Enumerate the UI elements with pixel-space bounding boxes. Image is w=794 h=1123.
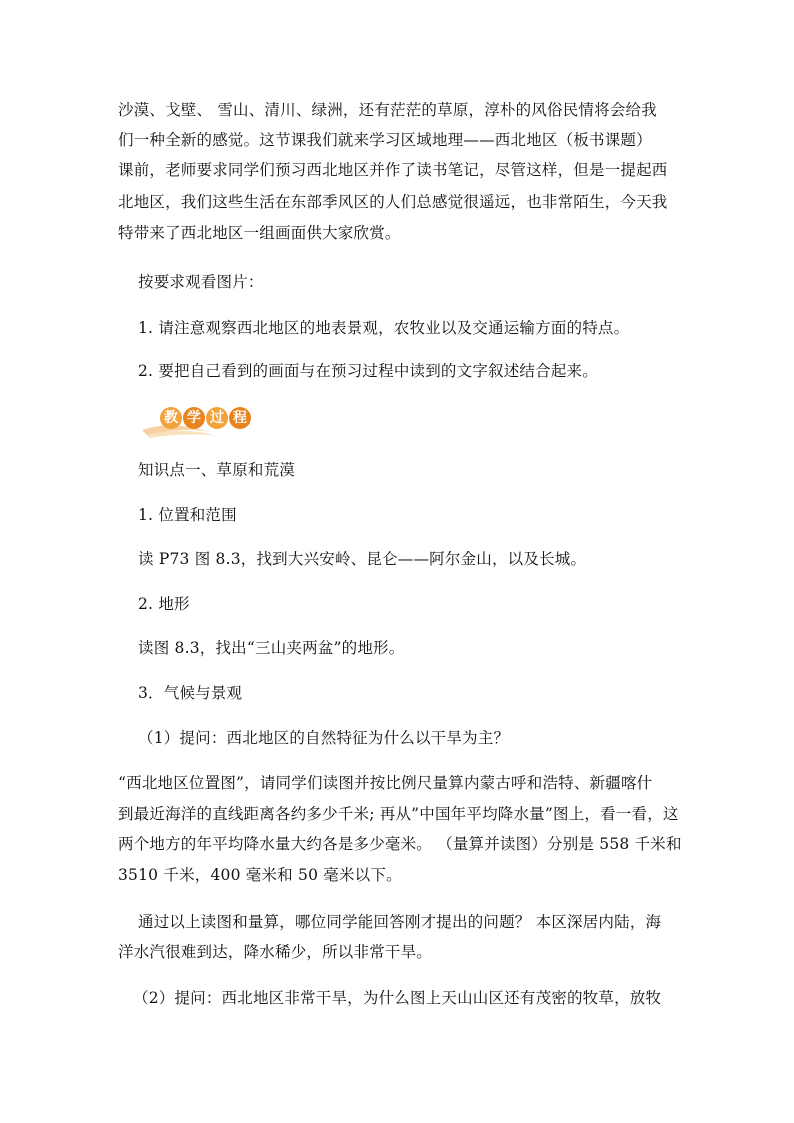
position-title: 1. 位置和范围	[138, 506, 237, 524]
intro-line-4: 北地区，我们这些生活在东部季风区的人们总感觉很遥远，也非常陌生，今天我	[118, 193, 668, 211]
q1-answer-line-1: 通过以上读图和量算，哪位同学能回答刚才提出的问题？ 本区深居内陆，海	[138, 913, 662, 931]
banner-char-1: 教	[160, 407, 182, 429]
requirements-heading: 按要求观看图片：	[138, 273, 264, 291]
banner-char-2: 学	[183, 407, 205, 429]
q1-body-line-2: 到最近海洋的直线距离各约多少千米; 再从”中国年平均降水量”图上，看一看，这	[118, 805, 679, 823]
intro-line-3: 课前，老师要求同学们预习西北地区并作了读书笔记，尽管这样，但是一提起西	[118, 161, 668, 179]
terrain-text: 读图 8.3，找出“三山夹两盆”的地形。	[138, 639, 405, 657]
knowledge-point-title: 知识点一、草原和荒漠	[138, 461, 296, 479]
q1-body-line-1: “西北地区位置图”，请同学们读图并按比例尺量算内蒙古呼和浩特、新疆喀什	[118, 774, 653, 792]
teaching-process-banner	[140, 400, 260, 440]
banner-char-3: 过	[206, 407, 228, 429]
position-text: 读 P73 图 8.3，找到大兴安岭、昆仑——阿尔金山，以及长城。	[138, 550, 587, 568]
q1-answer-line-2: 洋水汽很难到达，降水稀少，所以非常干旱。	[118, 943, 433, 961]
requirement-item-1: 1. 请注意观察西北地区的地表景观，农牧业以及交通运输方面的特点。	[138, 319, 630, 337]
intro-line-1: 沙漠、戈壁、 雪山、清川、绿洲，还有茫茫的草原，淳朴的风俗民情将会给我	[118, 101, 657, 119]
question-2: （2）提问：西北地区非常干旱，为什么图上天山山区还有茂密的牧草，放牧	[133, 989, 662, 1007]
banner-char-4: 程	[229, 407, 251, 429]
climate-title: 3．气候与景观	[138, 684, 243, 702]
intro-line-5: 特带来了西北地区一组画面供大家欣赏。	[118, 224, 401, 242]
requirement-item-2: 2. 要把自己看到的画面与在预习过程中读到的文字叙述结合起来。	[138, 362, 598, 380]
banner-title	[160, 407, 251, 429]
q1-body-line-3: 两个地方的年平均降水量大约各是多少毫米。 （量算并读图）分别是 558 千米和	[118, 835, 682, 853]
question-1: （1）提问：西北地区的自然特征为什么以干旱为主？	[138, 729, 510, 747]
q1-body-line-4: 3510 千米，400 毫米和 50 毫米以下。	[118, 866, 402, 884]
intro-line-2: 们一种全新的感觉。这节课我们就来学习区域地理——西北地区（板书课题）	[118, 131, 652, 149]
terrain-title: 2. 地形	[138, 595, 190, 613]
